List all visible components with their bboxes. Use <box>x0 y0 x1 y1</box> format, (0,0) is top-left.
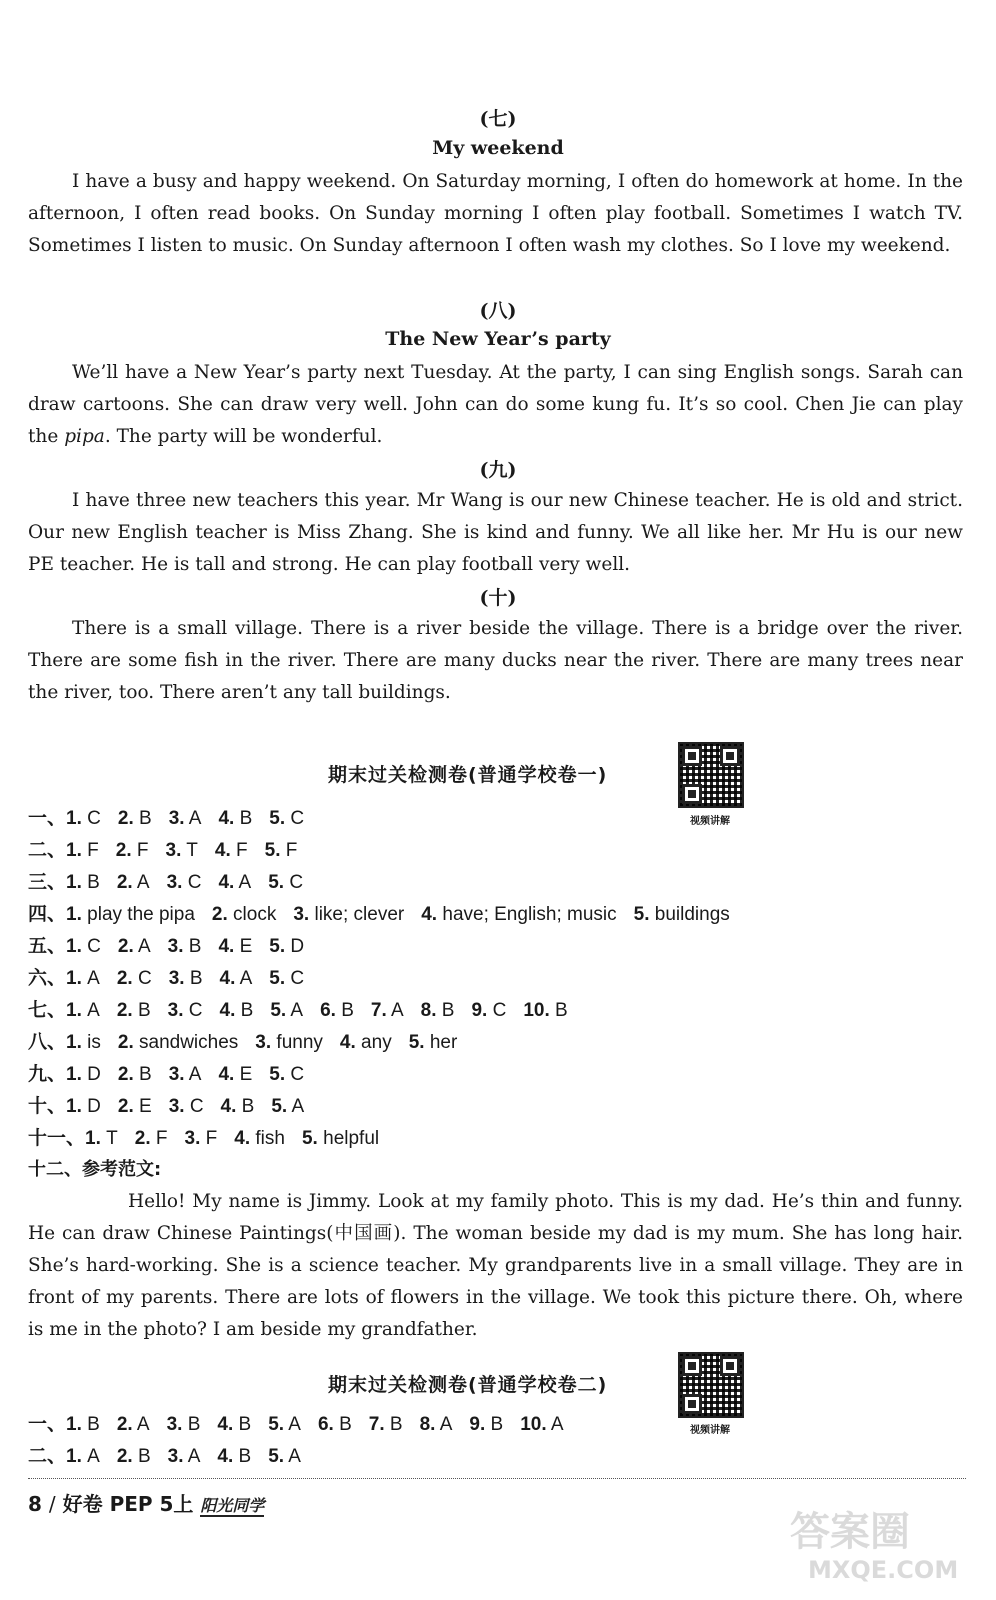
answer-item: 3. T <box>165 840 198 861</box>
answer-item: 3. F <box>184 1128 218 1149</box>
answer-item: 4. F <box>214 840 248 861</box>
answer-item: 5. A <box>268 1446 301 1467</box>
test-2-qr-code[interactable] <box>678 1352 744 1418</box>
answer-row <box>28 930 321 963</box>
book-name: 好卷 <box>62 1492 103 1516</box>
answer-item: 6. B <box>317 1414 352 1435</box>
answer-item: 2. A <box>116 872 150 893</box>
section-10-paragraph: There is a small village. There is a river beside the village. There is a bridge over the river. There are some fish in the river. There are many ducks near the river. There are many trees near the river, too. There aren’t any tall buildings. <box>28 618 963 703</box>
test-1-title: 期末过关检测卷(普通学校卷一) <box>328 764 608 786</box>
answer-row-label: 六、 <box>28 967 67 989</box>
answer-row <box>28 1122 396 1155</box>
answer-item: 5. A <box>270 1000 304 1021</box>
answer-item: 6. B <box>320 1000 354 1021</box>
answer-row-label: 十一、 <box>28 1127 86 1149</box>
answer-item: 1. F <box>66 840 99 861</box>
answer-item: 8. B <box>420 1000 455 1021</box>
answer-row <box>28 1058 321 1091</box>
answer-item: 2. A <box>116 1414 150 1435</box>
answer-item: 4. A <box>218 872 252 893</box>
answer-row <box>28 994 585 1027</box>
test-1-qr-code[interactable] <box>678 742 744 808</box>
section-9-paragraph: I have three new teachers this year. Mr Wang is our new Chinese teacher. He is old and strict. Our new English teacher is Miss Zhang. She is kind and funny. We all like her. Mr Hu is our new PE teacher. He is tall and strong. He can play football very well. <box>28 490 963 575</box>
answer-item: 2. B <box>116 1000 151 1021</box>
answer-row-label: 一、 <box>28 1413 67 1435</box>
essay-label: 十二、参考范文: <box>28 1159 162 1180</box>
watermark-logo: 答案圈 <box>790 1509 910 1555</box>
answer-row-label: 七、 <box>28 999 67 1021</box>
answer-item: 3. like; clever <box>293 904 405 925</box>
answer-row-label: 八、 <box>28 1031 67 1053</box>
answer-item: 3. A <box>167 1446 201 1467</box>
answer-item: 3. C <box>166 872 202 893</box>
section-10-number: (十) <box>479 587 517 609</box>
answer-item: 4. any <box>339 1032 392 1053</box>
answer-item: 5. D <box>269 936 305 957</box>
answer-item: 4. B <box>217 1446 252 1467</box>
answer-item: 5. her <box>408 1032 458 1053</box>
answer-item: 9. C <box>471 1000 507 1021</box>
answer-item: 2. E <box>117 1096 152 1117</box>
answer-item: 3. A <box>168 808 202 829</box>
section-7-title: My weekend <box>432 137 564 159</box>
answer-item: 2. C <box>116 968 152 989</box>
answer-row-label: 二、 <box>28 1445 67 1467</box>
section-8-paragraph: We’ll have a New Year’s party next Tuesday. At the party, I can sing English songs. Sarah can draw cartoons. She can draw very well. John can do some kung fu. It’s so cool. Chen Jie can play the pipa. The party will be wonderful. <box>28 362 963 447</box>
answer-row <box>28 1026 474 1059</box>
footer <box>28 1488 264 1517</box>
footer-separator: / <box>48 1492 56 1516</box>
answer-item: 1. D <box>66 1096 101 1117</box>
answer-row-label: 五、 <box>28 935 67 957</box>
answer-item: 2. B <box>117 808 152 829</box>
answer-item: 4. B <box>219 1000 254 1021</box>
answer-row-label: 二、 <box>28 839 67 861</box>
answer-item: 2. B <box>116 1446 151 1467</box>
answer-item: 1. B <box>66 1414 100 1435</box>
section-9-number: (九) <box>479 459 517 481</box>
answer-row-label: 九、 <box>28 1063 67 1085</box>
answer-row <box>28 962 321 995</box>
answer-item: 2. sandwiches <box>117 1032 239 1053</box>
answer-item: 1. A <box>66 1000 100 1021</box>
answer-item: 5. A <box>268 1414 301 1435</box>
answer-row <box>28 834 314 867</box>
answer-row <box>28 802 321 835</box>
answer-item: 4. B <box>217 1414 252 1435</box>
answer-item: 4. B <box>220 1096 255 1117</box>
answer-item: 5. C <box>269 808 305 829</box>
answer-item: 2. F <box>115 840 149 861</box>
answer-item: 1. C <box>66 936 101 957</box>
section-7-number: (七) <box>479 108 517 130</box>
answer-item: 7. A <box>370 1000 404 1021</box>
answer-item: 1. D <box>66 1064 101 1085</box>
section-7-paragraph: I have a busy and happy weekend. On Saturday morning, I often do homework at home. In the afternoon, I often read books. On Sunday morning I often play football. Sometimes I watch TV. Sometimes I listen to music. On Sunday afternoon I often wash my clothes. So I love my weekend. <box>28 171 963 256</box>
test-2-qr-label: 视频讲解 <box>690 1425 730 1436</box>
answer-item: 4. E <box>218 1064 253 1085</box>
answer-item: 5. F <box>264 840 298 861</box>
answer-item: 2. clock <box>211 904 277 925</box>
answer-item: 2. A <box>117 936 151 957</box>
section-8-title: The New Year’s party <box>385 328 611 350</box>
answer-row <box>28 1408 581 1441</box>
answer-row-label: 十、 <box>28 1095 67 1117</box>
answer-item: 3. A <box>168 1064 202 1085</box>
answer-item: 4. B <box>218 808 253 829</box>
answer-item: 1. B <box>66 872 100 893</box>
answer-row <box>28 1440 318 1473</box>
answer-item: 8. A <box>419 1414 453 1435</box>
answer-item: 1. A <box>66 968 100 989</box>
essay-paragraph: Hello! My name is Jimmy. Look at my family photo. This is my dad. He’s thin and funny. He can draw Chinese Paintings(中国画). The woman beside my dad is my mum. She has long hair. She’s hard-working. She is a science teacher. My grandparents live in a small village. They are in front of my parents. There are lots of flowers in the village. We took this picture there. Oh, where is me in the photo? I am beside my grandfather. <box>28 1191 963 1340</box>
answer-item: 4. fish <box>234 1128 285 1149</box>
answer-item: 10. B <box>523 1000 568 1021</box>
answer-row-label: 一、 <box>28 807 67 829</box>
answer-item: 4. have; English; music <box>421 904 617 925</box>
answer-item: 5. C <box>268 872 304 893</box>
answer-item: 5. buildings <box>633 904 730 925</box>
answer-row <box>28 898 747 931</box>
answer-item: 3. B <box>168 968 203 989</box>
section-8-number: (八) <box>479 300 517 322</box>
answer-row <box>28 1090 321 1123</box>
answer-item: 5. A <box>271 1096 305 1117</box>
answer-item: 3. funny <box>255 1032 323 1053</box>
answer-item: 5. C <box>269 1064 305 1085</box>
answer-item: 2. F <box>134 1128 168 1149</box>
answer-item: 1. T <box>85 1128 118 1149</box>
answer-item: 3. B <box>167 936 202 957</box>
answer-item: 1. C <box>66 808 101 829</box>
page-number: 8 <box>28 1492 42 1516</box>
answer-row <box>28 866 320 899</box>
answer-item: 5. C <box>269 968 305 989</box>
watermark-url: MXQE.COM <box>808 1556 959 1584</box>
answer-item: 3. C <box>168 1096 204 1117</box>
answer-item: 3. C <box>167 1000 203 1021</box>
answer-item: 9. B <box>469 1414 504 1435</box>
test-1-qr-label: 视频讲解 <box>690 816 730 827</box>
answer-item: 5. helpful <box>301 1128 380 1149</box>
answer-item: 3. B <box>166 1414 201 1435</box>
answer-item: 10. A <box>520 1414 564 1435</box>
answer-item: 2. B <box>117 1064 152 1085</box>
answer-item: 1. play the pipa <box>66 904 195 925</box>
brand-logo: 阳光同学 <box>200 1496 265 1515</box>
answer-item: 4. A <box>219 968 253 989</box>
footer-divider <box>28 1478 966 1479</box>
answer-row-label: 三、 <box>28 871 67 893</box>
test-2-title: 期末过关检测卷(普通学校卷二) <box>328 1374 608 1396</box>
answer-item: 4. E <box>218 936 253 957</box>
answer-item: 7. B <box>368 1414 403 1435</box>
answer-item: 1. A <box>66 1446 100 1467</box>
answer-item: 1. is <box>66 1032 101 1053</box>
edition: PEP 5上 <box>109 1492 194 1516</box>
answer-row-label: 四、 <box>28 903 67 925</box>
